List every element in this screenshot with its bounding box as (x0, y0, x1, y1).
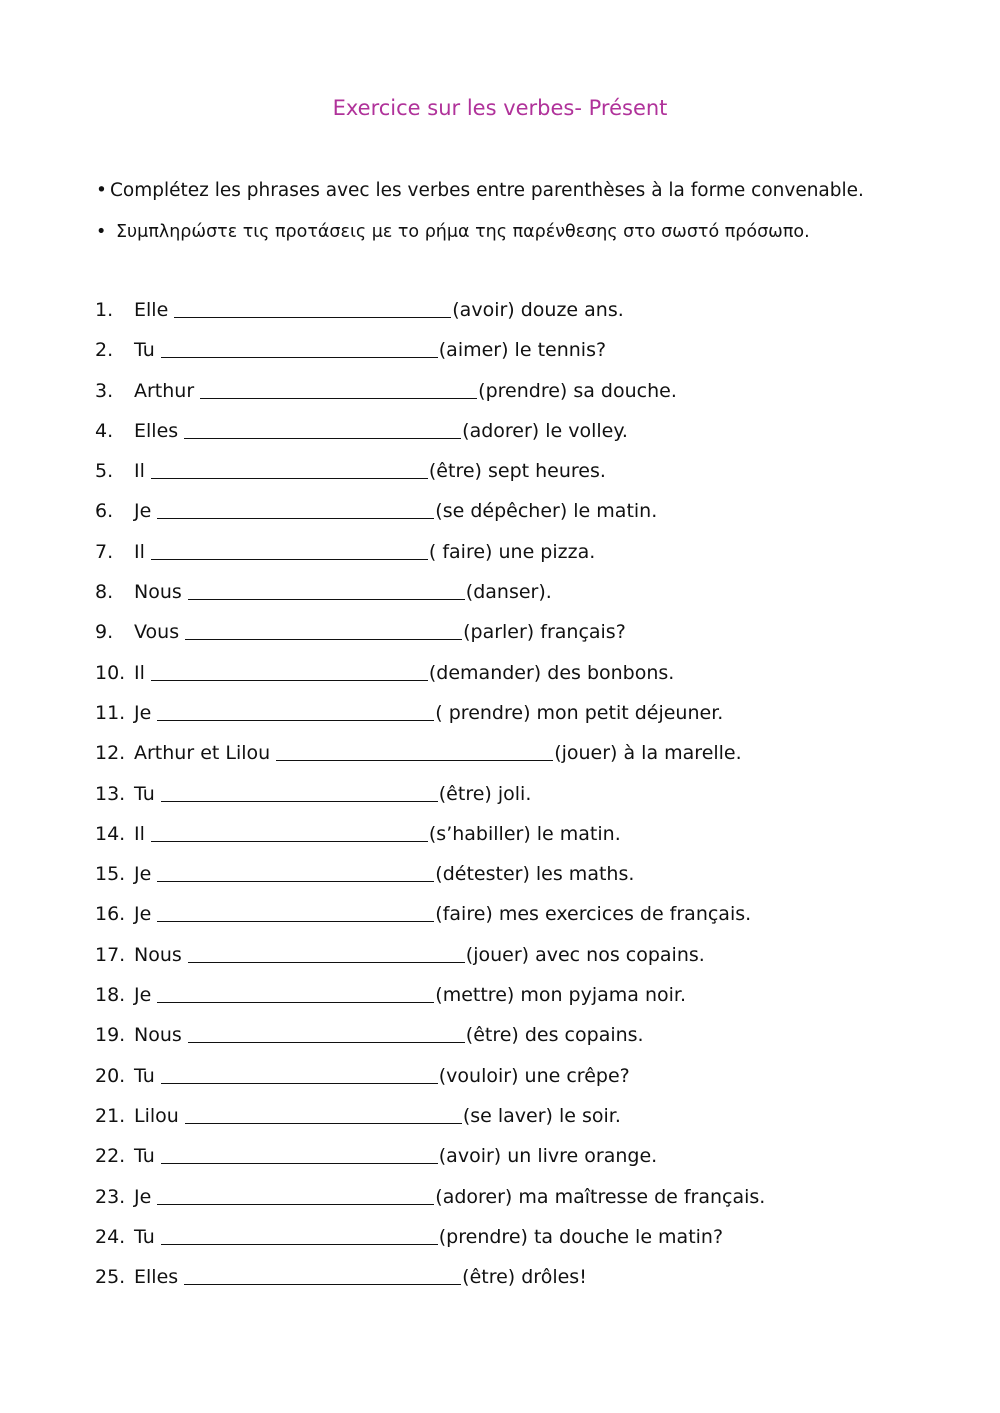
item-number: 13. (95, 782, 126, 805)
item-verb-rest: ( faire) une pizza. (428, 540, 596, 563)
item-verb-rest: (parler) français? (463, 621, 626, 644)
exercise-item (95, 337, 955, 377)
item-subject: Arthur et Lilou (134, 742, 271, 765)
item-subject: Vous (134, 621, 180, 644)
item-verb-rest: (adorer) ma maîtresse de français. (435, 1185, 766, 1208)
item-subject: Je (134, 701, 152, 724)
exercise-list (95, 297, 955, 1304)
item-verb-rest: (adorer) le volley. (462, 419, 628, 442)
exercise-item (95, 1224, 955, 1264)
answer-blank[interactable] (184, 1264, 461, 1285)
item-subject: Je (134, 500, 152, 523)
instruction-french-text: Complétez les phrases avec les verbes entre parenthèses à la forme convenable. (110, 180, 864, 201)
item-number: 10. (95, 661, 126, 684)
answer-blank[interactable] (185, 1103, 462, 1124)
item-subject: Tu (134, 1225, 155, 1248)
item-verb-rest: (faire) mes exercices de français. (435, 903, 752, 926)
item-subject: Tu (134, 1145, 155, 1168)
bullet-icon: • (96, 222, 107, 242)
item-verb-rest: (demander) des bonbons. (428, 661, 675, 684)
exercise-item (95, 1022, 955, 1062)
answer-blank[interactable] (161, 1224, 438, 1245)
item-subject: Elles (134, 419, 179, 442)
item-number: 9. (95, 621, 114, 644)
exercise-item (95, 539, 955, 579)
item-number: 24. (95, 1225, 126, 1248)
bullet-icon: • (96, 180, 107, 201)
item-number: 5. (95, 460, 114, 483)
item-number: 4. (95, 419, 114, 442)
item-subject: Lilou (134, 1104, 179, 1127)
item-subject: Elles (134, 1266, 179, 1289)
item-verb-rest: (prendre) sa douche. (478, 379, 677, 402)
item-subject: Nous (134, 943, 182, 966)
answer-blank[interactable] (151, 539, 428, 560)
answer-blank[interactable] (157, 700, 434, 721)
instruction-greek-text: Συμπληρώστε τις προτάσεις με το ρήμα της παρένθεσης στο σωστό πρόσωπο. (116, 222, 810, 242)
item-verb-rest: (être) sept heures. (428, 460, 606, 483)
answer-blank[interactable] (157, 498, 434, 519)
exercise-item (95, 901, 955, 941)
item-number: 20. (95, 1064, 126, 1087)
instruction-french (96, 180, 864, 201)
answer-blank[interactable] (151, 660, 428, 681)
item-subject: Nous (134, 1024, 182, 1047)
item-verb-rest: (être) des copains. (465, 1024, 644, 1047)
item-subject: Je (134, 903, 152, 926)
exercise-item (95, 982, 955, 1022)
item-number: 23. (95, 1185, 126, 1208)
exercise-item (95, 418, 955, 458)
item-number: 6. (95, 500, 114, 523)
exercise-item (95, 579, 955, 619)
item-number: 15. (95, 863, 126, 886)
answer-blank[interactable] (184, 418, 461, 439)
answer-blank[interactable] (185, 619, 462, 640)
item-number: 16. (95, 903, 126, 926)
item-number: 8. (95, 581, 114, 604)
answer-blank[interactable] (161, 781, 438, 802)
exercise-item (95, 458, 955, 498)
exercise-item (95, 1103, 955, 1143)
item-number: 21. (95, 1104, 126, 1127)
exercise-item (95, 660, 955, 700)
item-subject: Il (134, 822, 145, 845)
item-number: 1. (95, 299, 114, 321)
item-verb-rest: (avoir) douze ans. (452, 299, 624, 321)
answer-blank[interactable] (188, 579, 465, 600)
item-subject: Nous (134, 581, 182, 604)
item-verb-rest: (être) drôles! (462, 1266, 587, 1289)
instruction-greek (96, 222, 810, 242)
item-subject: Il (134, 661, 145, 684)
item-subject: Je (134, 863, 152, 886)
item-verb-rest: (danser). (465, 581, 552, 604)
item-verb-rest: (avoir) un livre orange. (438, 1145, 658, 1168)
item-number: 2. (95, 339, 114, 362)
exercise-item (95, 1143, 955, 1183)
exercise-item (95, 498, 955, 538)
answer-blank[interactable] (188, 942, 465, 963)
item-subject: Il (134, 540, 145, 563)
item-subject: Tu (134, 782, 155, 805)
exercise-item (95, 861, 955, 901)
item-number: 18. (95, 984, 126, 1007)
page-title: Exercice sur les verbes- Présent (332, 96, 668, 120)
answer-blank[interactable] (276, 740, 553, 761)
answer-blank[interactable] (157, 861, 434, 882)
exercise-item (95, 378, 955, 418)
exercise-item (95, 942, 955, 982)
answer-blank[interactable] (161, 1143, 438, 1164)
item-verb-rest: (prendre) ta douche le matin? (438, 1225, 724, 1248)
answer-blank[interactable] (161, 1063, 438, 1084)
item-verb-rest: (jouer) avec nos copains. (465, 943, 705, 966)
answer-blank[interactable] (174, 297, 451, 318)
answer-blank[interactable] (157, 982, 434, 1003)
item-verb-rest: (se laver) le soir. (462, 1104, 621, 1127)
answer-blank[interactable] (157, 901, 434, 922)
item-number: 19. (95, 1024, 126, 1047)
item-verb-rest: (jouer) à la marelle. (554, 742, 742, 765)
answer-blank[interactable] (200, 378, 477, 399)
exercise-item (95, 1063, 955, 1103)
item-verb-rest: (vouloir) une crêpe? (438, 1064, 630, 1087)
item-number: 3. (95, 379, 114, 402)
item-number: 22. (95, 1145, 126, 1168)
exercise-item (95, 1264, 955, 1304)
answer-blank[interactable] (151, 458, 428, 479)
item-verb-rest: (détester) les maths. (435, 863, 635, 886)
item-subject: Tu (134, 339, 155, 362)
item-number: 11. (95, 701, 126, 724)
exercise-item (95, 1184, 955, 1224)
item-subject: Arthur (134, 379, 195, 402)
exercise-item (95, 297, 955, 337)
item-number: 25. (95, 1266, 126, 1289)
exercise-item (95, 781, 955, 821)
item-number: 17. (95, 943, 126, 966)
answer-blank[interactable] (188, 1022, 465, 1043)
answer-blank[interactable] (151, 821, 428, 842)
item-number: 14. (95, 822, 126, 845)
item-subject: Je (134, 984, 152, 1007)
item-verb-rest: (mettre) mon pyjama noir. (435, 984, 687, 1007)
item-subject: Il (134, 460, 145, 483)
exercise-item (95, 821, 955, 861)
item-verb-rest: (être) joli. (438, 782, 532, 805)
item-number: 12. (95, 742, 126, 765)
exercise-item (95, 740, 955, 780)
item-verb-rest: (aimer) le tennis? (438, 339, 607, 362)
item-verb-rest: (se dépêcher) le matin. (435, 500, 658, 523)
item-subject: Je (134, 1185, 152, 1208)
answer-blank[interactable] (157, 1184, 434, 1205)
item-verb-rest: (s’habiller) le matin. (428, 822, 621, 845)
exercise-item (95, 619, 955, 659)
exercise-item (95, 700, 955, 740)
answer-blank[interactable] (161, 337, 438, 358)
item-number: 7. (95, 540, 114, 563)
item-subject: Elle (134, 299, 169, 321)
item-verb-rest: ( prendre) mon petit déjeuner. (435, 701, 724, 724)
item-subject: Tu (134, 1064, 155, 1087)
